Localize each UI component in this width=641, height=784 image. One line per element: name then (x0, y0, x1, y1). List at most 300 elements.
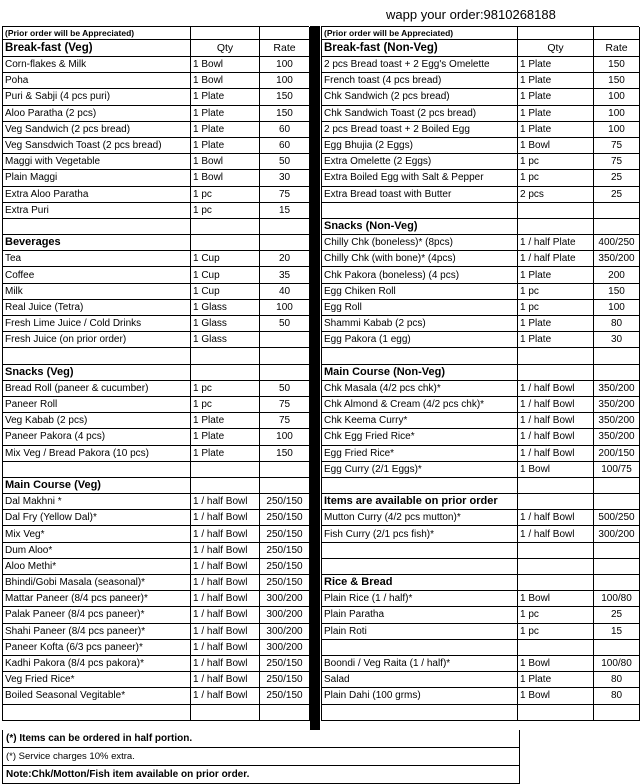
item-rate: 100 (594, 121, 640, 137)
blank-row (3, 704, 310, 720)
item-rate: 250/150 (260, 558, 310, 574)
footer-notes (2, 730, 520, 784)
item-rate: 250/150 (260, 494, 310, 510)
item-name: Real Juice (Tetra) (3, 299, 191, 315)
item-rate (594, 202, 640, 218)
item-qty: 1 / half Bowl (191, 623, 260, 639)
prior-order-note: (Prior order will be Appreciated) (3, 27, 191, 40)
item-name: Dum Aloo* (3, 542, 191, 558)
item-rate: 100/80 (594, 591, 640, 607)
menu-item-row (322, 267, 640, 283)
menu-item-row (322, 332, 640, 348)
item-name: 2 pcs Bread toast + 2 Egg's Omelette (322, 57, 518, 73)
item-rate: 250/150 (260, 542, 310, 558)
item-name: Fresh Juice (on prior order) (3, 332, 191, 348)
item-rate: 20 (260, 251, 310, 267)
item-name: Chk Masala (4/2 pcs chk)* (322, 380, 518, 396)
item-name: Plain Rice (1 / half)* (322, 591, 518, 607)
item-rate: 80 (594, 672, 640, 688)
item-qty: 1 / half Bowl (518, 396, 594, 412)
menu-item-row (3, 591, 310, 607)
item-name: Extra Puri (3, 202, 191, 218)
item-name: Egg Roll (322, 299, 518, 315)
menu-item-row (3, 510, 310, 526)
menu-item-row (322, 607, 640, 623)
blank-row (3, 348, 310, 364)
item-qty: 1 Bowl (518, 137, 594, 153)
item-name: Paneer Pakora (4 pcs) (3, 429, 191, 445)
item-rate: 75 (260, 186, 310, 202)
item-qty: 1 / half Bowl (191, 639, 260, 655)
menu-item-row (3, 575, 310, 591)
item-name: Veg Kabab (2 pcs) (3, 413, 191, 429)
blank-row (322, 558, 640, 574)
item-rate: 100 (260, 57, 310, 73)
item-qty: 1 Cup (191, 267, 260, 283)
item-qty: 1 Plate (191, 121, 260, 137)
item-qty: 1 / half Bowl (518, 380, 594, 396)
item-rate: 80 (594, 688, 640, 704)
item-rate: 25 (594, 607, 640, 623)
item-qty: 1 Plate (191, 445, 260, 461)
non-veg-menu-column (321, 26, 639, 721)
menu-item-row (3, 316, 310, 332)
item-rate: 300/200 (594, 526, 640, 542)
item-qty: 1 Plate (191, 429, 260, 445)
item-qty: 1 / half Bowl (518, 510, 594, 526)
item-name (322, 704, 518, 720)
menu-item-row (3, 267, 310, 283)
item-rate: 350/200 (594, 251, 640, 267)
menu-item-row (322, 380, 640, 396)
item-qty: 1 Glass (191, 316, 260, 332)
item-rate: 250/150 (260, 526, 310, 542)
item-name: Mix Veg / Bread Pakora (10 pcs) (3, 445, 191, 461)
item-name: Veg Sansdwich Toast (2 pcs bread) (3, 137, 191, 153)
item-qty: 1 / half Bowl (191, 688, 260, 704)
item-rate: 50 (260, 154, 310, 170)
item-rate: 150 (260, 105, 310, 121)
item-rate: 30 (594, 332, 640, 348)
blank-row (322, 542, 640, 558)
item-name: Plain Roti (322, 623, 518, 639)
item-qty: 1 Plate (518, 89, 594, 105)
item-rate (260, 704, 310, 720)
section-heading: Main Course (Veg) (3, 477, 191, 493)
item-name: Extra Boiled Egg with Salt & Pepper (322, 170, 518, 186)
item-qty (191, 461, 260, 477)
item-name: Chilly Chk (with bone)* (4pcs) (322, 251, 518, 267)
item-qty: 1 Plate (518, 267, 594, 283)
item-name: Bhindi/Gobi Masala (seasonal)* (3, 575, 191, 591)
item-rate: 350/200 (594, 429, 640, 445)
item-qty: 1 Plate (191, 105, 260, 121)
item-rate: 100 (260, 73, 310, 89)
non-veg-menu-table (321, 27, 640, 721)
item-qty: 1 / half Bowl (191, 510, 260, 526)
item-rate: 100 (594, 299, 640, 315)
item-rate: 25 (594, 170, 640, 186)
item-name: Egg Pakora (1 egg) (322, 332, 518, 348)
menu-item-row (3, 186, 310, 202)
item-qty: 1 pc (191, 186, 260, 202)
veg-menu-table (2, 27, 310, 721)
item-name: Veg Sandwich (2 pcs bread) (3, 121, 191, 137)
whatsapp-order-number: wapp your order:9810268188 (386, 7, 556, 22)
item-name: Chk Keema Curry* (322, 413, 518, 429)
menu-item-row (322, 429, 640, 445)
item-rate: 500/250 (594, 510, 640, 526)
item-rate (594, 348, 640, 364)
item-qty: 1 / half Bowl (191, 655, 260, 671)
section-heading-row (322, 218, 640, 234)
rate-header: Rate (594, 40, 640, 57)
item-qty: 1 Glass (191, 299, 260, 315)
item-rate: 250/150 (260, 510, 310, 526)
item-qty (518, 477, 594, 493)
item-name: Corn-flakes & Milk (3, 57, 191, 73)
menu-item-row (3, 396, 310, 412)
item-name: Aloo Methi* (3, 558, 191, 574)
menu-item-row (322, 251, 640, 267)
menu-item-row (3, 154, 310, 170)
item-qty: 2 pcs (518, 186, 594, 202)
item-rate: 200 (594, 267, 640, 283)
menu-item-row (322, 655, 640, 671)
item-name: Plain Maggi (3, 170, 191, 186)
prior-order-availability-note: Note:Chk/Motton/Fish item available on prior order. (2, 766, 520, 784)
item-rate: 15 (594, 623, 640, 639)
item-qty (518, 704, 594, 720)
header-row (3, 40, 310, 57)
section-heading-row (322, 575, 640, 591)
item-name (3, 218, 191, 234)
item-rate (594, 704, 640, 720)
item-rate (594, 558, 640, 574)
item-qty: 1 Plate (518, 57, 594, 73)
item-rate: 100 (594, 105, 640, 121)
item-rate: 150 (594, 57, 640, 73)
item-qty: 1 / half Bowl (191, 591, 260, 607)
menu-item-row (322, 283, 640, 299)
menu-item-row (3, 655, 310, 671)
section-title: Break-fast (Veg) (3, 40, 191, 57)
item-rate: 15 (260, 202, 310, 218)
item-rate: 250/150 (260, 688, 310, 704)
item-name: Extra Bread toast with Butter (322, 186, 518, 202)
item-name: Palak Paneer (8/4 pcs paneer)* (3, 607, 191, 623)
veg-menu-column (2, 26, 309, 721)
menu-item-row (322, 526, 640, 542)
item-qty (518, 542, 594, 558)
item-name: Egg Curry (2/1 Eggs)* (322, 461, 518, 477)
item-qty: 1 / half Bowl (191, 526, 260, 542)
item-name: Coffee (3, 267, 191, 283)
item-qty: 1 Bowl (191, 73, 260, 89)
item-qty: 1 Bowl (191, 170, 260, 186)
item-qty: 1 Plate (518, 332, 594, 348)
blank-row (322, 348, 640, 364)
item-rate: 50 (260, 316, 310, 332)
item-qty: 1 pc (518, 623, 594, 639)
item-rate: 80 (594, 316, 640, 332)
menu-item-row (3, 494, 310, 510)
menu-item-row (3, 672, 310, 688)
item-qty: 1 pc (518, 154, 594, 170)
menu-item-row (322, 623, 640, 639)
item-name: Egg Bhujia (2 Eggs) (322, 137, 518, 153)
item-qty: 1 pc (191, 380, 260, 396)
item-rate (594, 639, 640, 655)
menu-item-row (3, 380, 310, 396)
header-row (322, 40, 640, 57)
item-qty (518, 558, 594, 574)
menu-item-row (3, 202, 310, 218)
menu-item-row (3, 251, 310, 267)
section-heading-row (322, 494, 640, 510)
menu-item-row (322, 510, 640, 526)
item-rate: 60 (260, 121, 310, 137)
item-qty (518, 639, 594, 655)
item-qty: 1 / half Bowl (191, 558, 260, 574)
item-qty: 1 pc (518, 607, 594, 623)
menu-item-row (3, 332, 310, 348)
menu-item-row (322, 186, 640, 202)
item-qty: 1 / half Bowl (191, 575, 260, 591)
item-qty (518, 202, 594, 218)
item-qty: 1 Plate (518, 316, 594, 332)
item-name: Mix Veg* (3, 526, 191, 542)
item-qty: 1 Bowl (518, 461, 594, 477)
item-name: Fresh Lime Juice / Cold Drinks (3, 316, 191, 332)
item-name: Shahi Paneer (8/4 pcs paneer)* (3, 623, 191, 639)
item-qty: 1 Cup (191, 251, 260, 267)
item-qty: 1 / half Bowl (518, 526, 594, 542)
item-name: Veg Fried Rice* (3, 672, 191, 688)
section-heading: Snacks (Veg) (3, 364, 191, 380)
section-heading: Items are available on prior order (322, 494, 518, 510)
item-qty: 1 Bowl (518, 655, 594, 671)
item-rate: 300/200 (260, 623, 310, 639)
menu-item-row (3, 429, 310, 445)
item-qty: 1 pc (518, 283, 594, 299)
item-name (322, 542, 518, 558)
menu-item-row (3, 445, 310, 461)
item-qty: 1 Cup (191, 283, 260, 299)
menu-item-row (322, 105, 640, 121)
item-name: Egg Fried Rice* (322, 445, 518, 461)
rate-header: Rate (260, 40, 310, 57)
item-qty (191, 348, 260, 364)
menu-item-row (3, 137, 310, 153)
menu-item-row (322, 396, 640, 412)
blank-row (322, 704, 640, 720)
item-qty: 1 / half Bowl (191, 607, 260, 623)
item-rate: 75 (260, 396, 310, 412)
item-name: 2 pcs Bread toast + 2 Boiled Egg (322, 121, 518, 137)
menu-item-row (322, 413, 640, 429)
item-qty: 1 Plate (191, 413, 260, 429)
item-name: Plain Dahi (100 grms) (322, 688, 518, 704)
item-name: Fish Curry (2/1 pcs fish)* (322, 526, 518, 542)
item-name: Chk Sandwich (2 pcs bread) (322, 89, 518, 105)
item-qty: 1 / half Bowl (191, 542, 260, 558)
menu-item-row (322, 57, 640, 73)
item-rate: 25 (594, 186, 640, 202)
item-qty: 1 Plate (518, 105, 594, 121)
menu-item-row (322, 170, 640, 186)
item-name: Salad (322, 672, 518, 688)
qty-header: Qty (518, 40, 594, 57)
item-name (322, 639, 518, 655)
menu-item-row (322, 316, 640, 332)
item-rate: 150 (594, 283, 640, 299)
item-qty: 1 pc (518, 299, 594, 315)
item-qty: 1 Bowl (191, 154, 260, 170)
prior-order-note-row (322, 27, 640, 40)
item-rate: 75 (260, 413, 310, 429)
item-qty: 1 Plate (191, 89, 260, 105)
menu-item-row (322, 121, 640, 137)
item-name: Egg Chiken Roll (322, 283, 518, 299)
blank-row (322, 202, 640, 218)
item-rate: 100 (260, 299, 310, 315)
item-name: Tea (3, 251, 191, 267)
menu-item-row (3, 542, 310, 558)
menu-item-row (3, 639, 310, 655)
item-name (322, 558, 518, 574)
item-name: Milk (3, 283, 191, 299)
menu-item-row (322, 688, 640, 704)
item-name: Mattar Paneer (8/4 pcs paneer)* (3, 591, 191, 607)
item-rate: 35 (260, 267, 310, 283)
menu-item-row (322, 73, 640, 89)
item-qty: 1 / half Bowl (518, 445, 594, 461)
item-rate (260, 332, 310, 348)
item-name: Paneer Kofta (6/3 pcs paneer)* (3, 639, 191, 655)
section-heading: Main Course (Non-Veg) (322, 364, 518, 380)
menu-item-row (3, 413, 310, 429)
item-name (322, 477, 518, 493)
item-rate: 100 (260, 429, 310, 445)
item-rate: 300/200 (260, 591, 310, 607)
service-charge-note: (*) Service charges 10% extra. (2, 748, 520, 766)
item-rate: 75 (594, 137, 640, 153)
item-name: Chk Almond & Cream (4/2 pcs chk)* (322, 396, 518, 412)
menu-item-row (322, 235, 640, 251)
item-qty: 1 Bowl (518, 688, 594, 704)
menu-item-row (322, 137, 640, 153)
item-qty: 1 / half Bowl (518, 413, 594, 429)
section-title: Break-fast (Non-Veg) (322, 40, 518, 57)
item-rate: 350/200 (594, 380, 640, 396)
item-name: Shammi Kabab (2 pcs) (322, 316, 518, 332)
menu-item-row (3, 89, 310, 105)
section-heading: Snacks (Non-Veg) (322, 218, 518, 234)
item-qty: 1 Bowl (191, 57, 260, 73)
menu-item-row (322, 89, 640, 105)
section-heading-row (3, 477, 310, 493)
item-rate (260, 348, 310, 364)
item-rate: 100/80 (594, 655, 640, 671)
item-qty: 1 Plate (191, 137, 260, 153)
item-name: Chk Sandwich Toast (2 pcs bread) (322, 105, 518, 121)
half-portion-note: (*) Items can be ordered in half portion. (2, 730, 520, 748)
menu-item-row (322, 672, 640, 688)
item-rate: 60 (260, 137, 310, 153)
blank-row (3, 461, 310, 477)
item-qty (518, 348, 594, 364)
item-rate (594, 477, 640, 493)
item-rate: 250/150 (260, 672, 310, 688)
item-name: Chilly Chk (boneless)* (8pcs) (322, 235, 518, 251)
item-name: Chk Pakora (boneless) (4 pcs) (322, 267, 518, 283)
item-rate (260, 461, 310, 477)
item-rate: 200/150 (594, 445, 640, 461)
section-heading-row (322, 364, 640, 380)
column-divider (310, 26, 320, 730)
item-qty: 1 Plate (518, 121, 594, 137)
menu-item-row (3, 688, 310, 704)
item-name: Paneer Roll (3, 396, 191, 412)
item-name: Mutton Curry (4/2 pcs mutton)* (322, 510, 518, 526)
item-rate: 50 (260, 380, 310, 396)
item-qty: 1 Plate (518, 672, 594, 688)
item-name: Boiled Seasonal Vegitable* (3, 688, 191, 704)
item-rate: 250/150 (260, 575, 310, 591)
item-qty: 1 / half Bowl (191, 494, 260, 510)
item-name: Dal Fry (Yellow Dal)* (3, 510, 191, 526)
blank-row (322, 477, 640, 493)
item-qty: 1 pc (191, 202, 260, 218)
item-rate: 300/200 (260, 639, 310, 655)
item-qty: 1 / half Plate (518, 251, 594, 267)
item-name: Boondi / Veg Raita (1 / half)* (322, 655, 518, 671)
item-rate: 100 (594, 89, 640, 105)
non-veg-menu-rows (322, 27, 640, 720)
item-qty: 1 / half Bowl (518, 429, 594, 445)
item-name: Kadhi Pakora (8/4 pcs pakora)* (3, 655, 191, 671)
item-name: Extra Omelette (2 Eggs) (322, 154, 518, 170)
item-name: Poha (3, 73, 191, 89)
blank-row (322, 639, 640, 655)
item-rate: 400/250 (594, 235, 640, 251)
menu-item-row (3, 558, 310, 574)
menu-item-row (3, 283, 310, 299)
item-name: Chk Egg Fried Rice* (322, 429, 518, 445)
item-name: Dal Makhni * (3, 494, 191, 510)
menu-item-row (322, 154, 640, 170)
item-qty: 1 Glass (191, 332, 260, 348)
menu-item-row (322, 461, 640, 477)
item-rate: 300/200 (260, 607, 310, 623)
section-heading-row (3, 364, 310, 380)
item-name: Aloo Paratha (2 pcs) (3, 105, 191, 121)
item-qty: 1 pc (518, 170, 594, 186)
menu-item-row (3, 105, 310, 121)
item-name: Maggi with Vegetable (3, 154, 191, 170)
item-rate: 150 (260, 445, 310, 461)
item-qty: 1 / half Plate (518, 235, 594, 251)
item-name: Bread Roll (paneer & cucumber) (3, 380, 191, 396)
section-heading: Rice & Bread (322, 575, 518, 591)
item-rate: 100/75 (594, 461, 640, 477)
item-qty: 1 / half Bowl (191, 672, 260, 688)
menu-item-row (3, 607, 310, 623)
menu-item-row (322, 445, 640, 461)
menu-item-row (3, 526, 310, 542)
item-rate: 150 (594, 73, 640, 89)
